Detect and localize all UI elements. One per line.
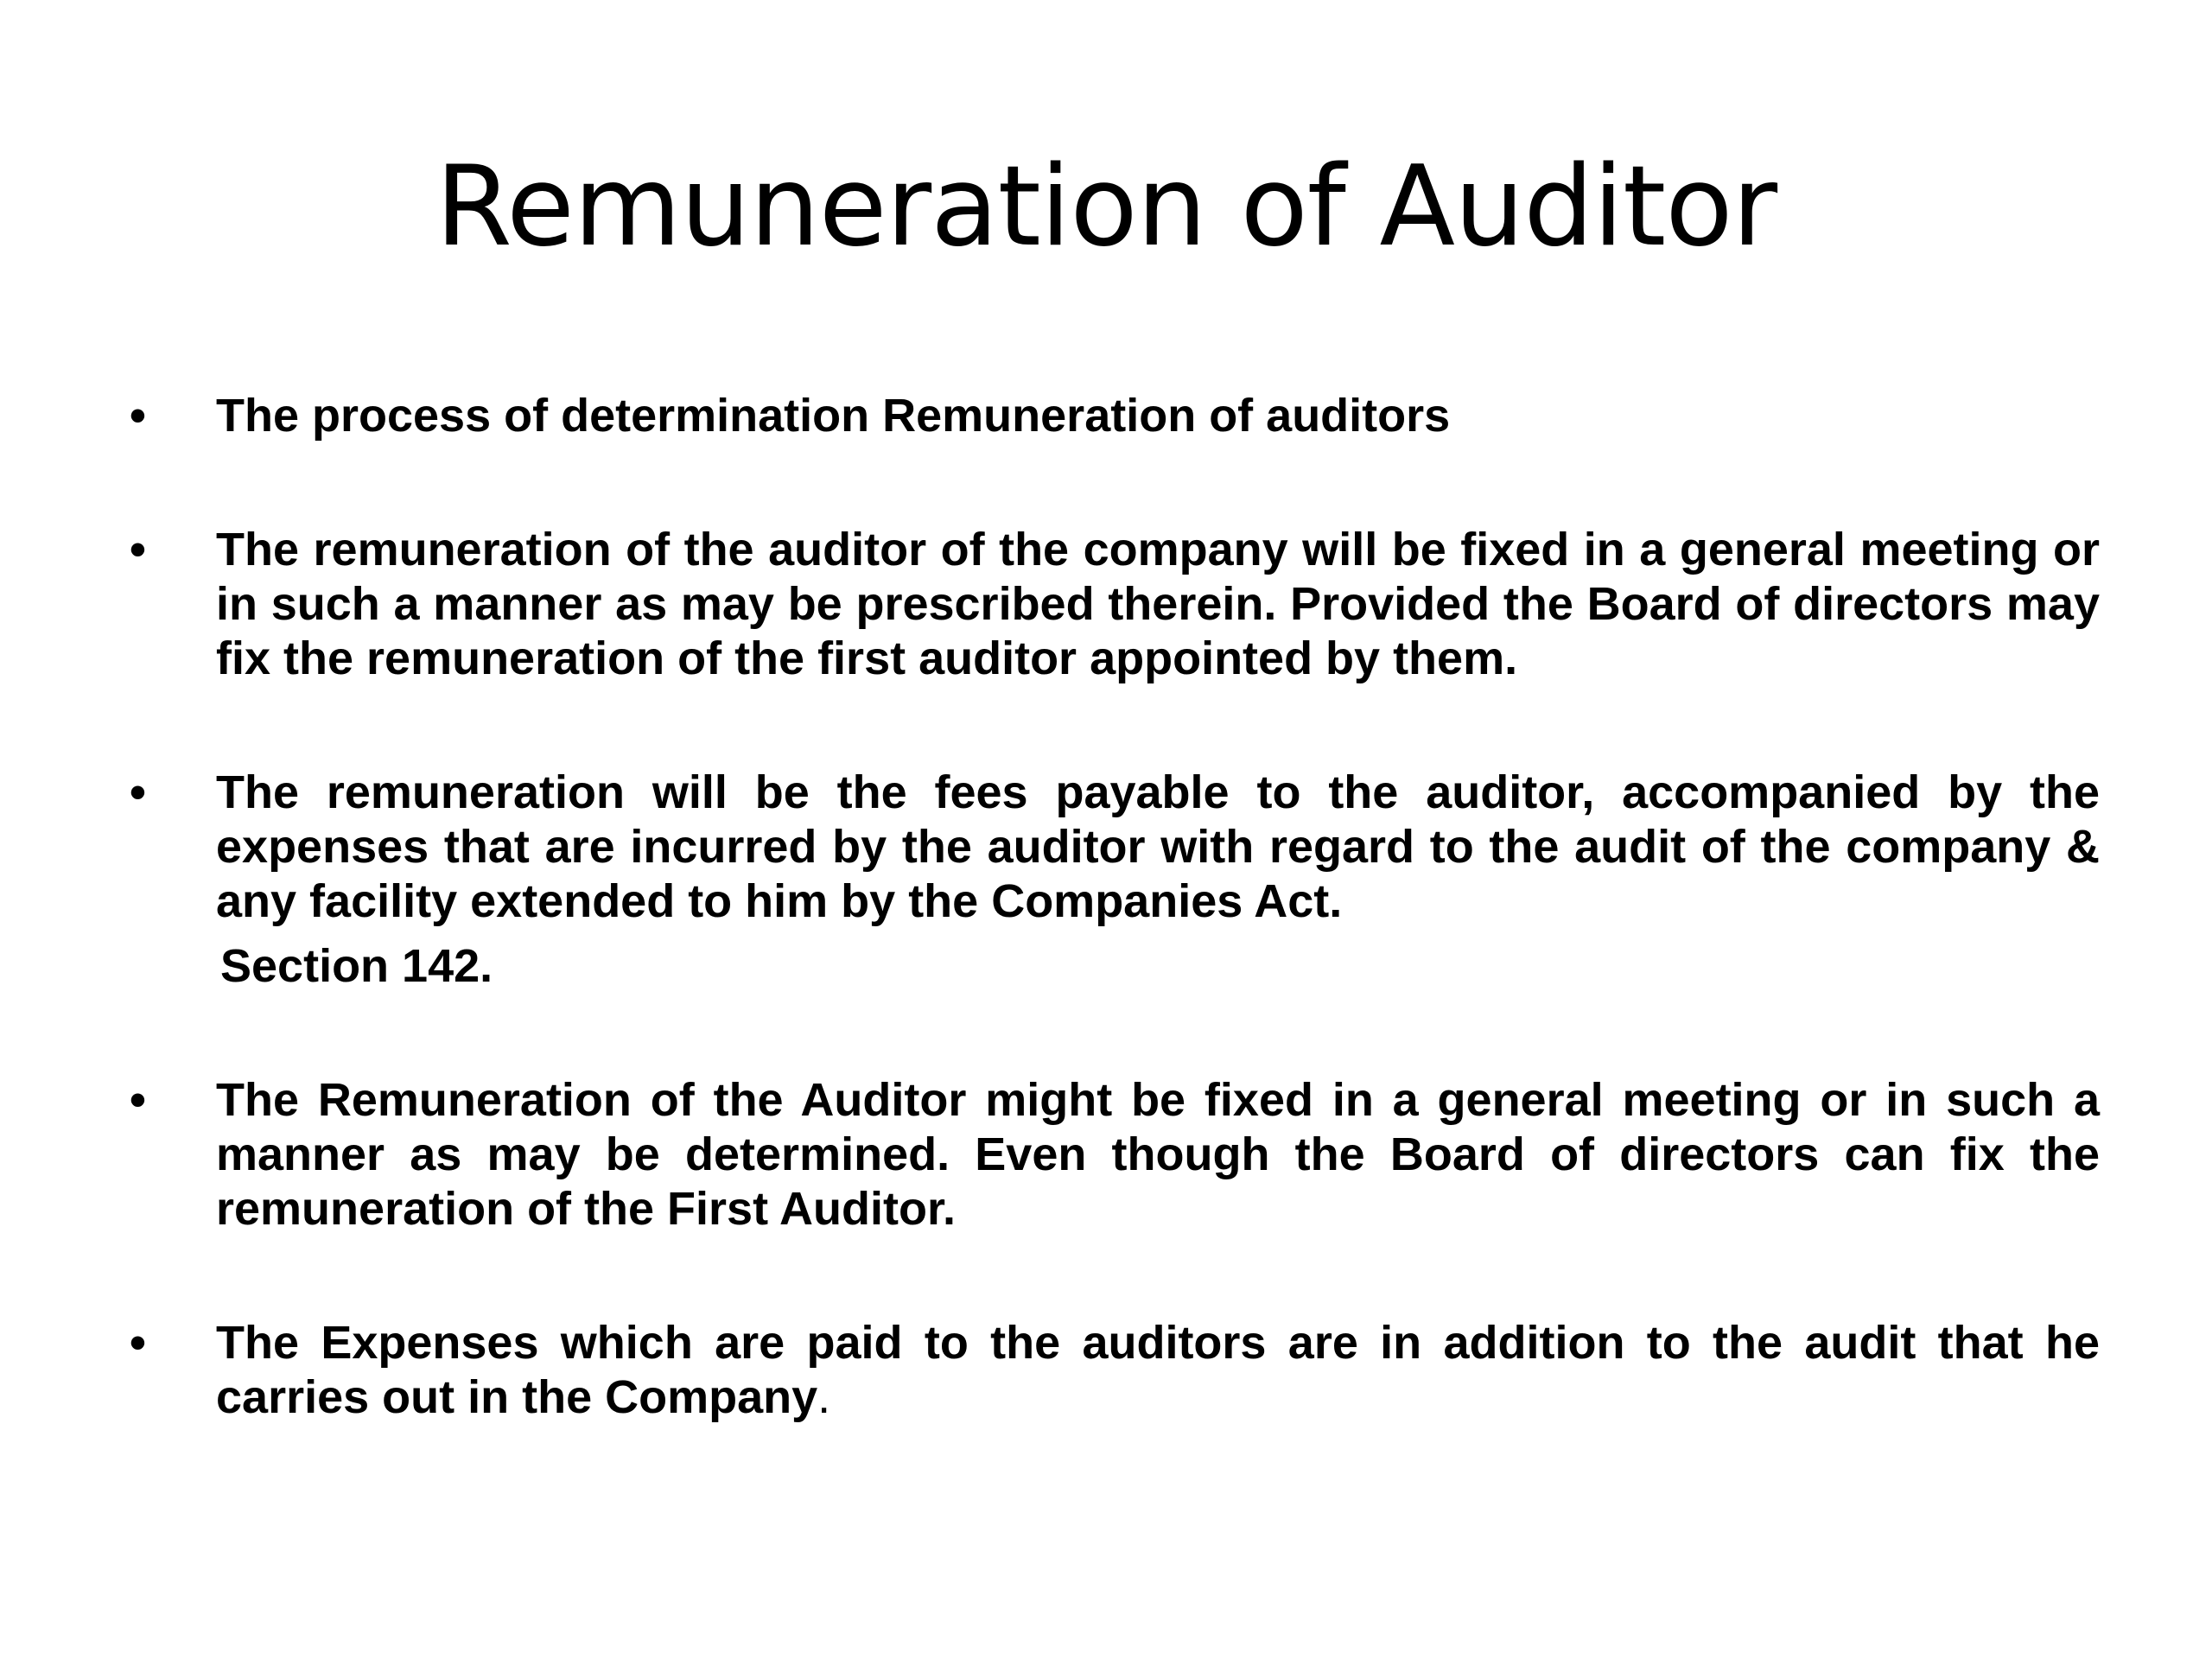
bullet-text: The remuneration of the auditor of the company will be fixed in a general meeting or in such a manner as may be prescribed therein. Provided the Board of directors may fix the remuneration of the first auditor appointed by them.	[216, 524, 2100, 684]
bullet-dot-icon: •	[130, 766, 146, 818]
section-note: Section 142.	[220, 940, 493, 992]
bullet-item	[130, 1316, 2100, 1425]
bullet-item	[130, 766, 2100, 929]
bullet-text: The Remuneration of the Auditor might be fixed in a general meeting or in such a manner as may be determined. Even though the Board of directors can fix the remuneration of the First Auditor.	[216, 1074, 2100, 1235]
bullet-dot-icon: •	[130, 1317, 146, 1369]
bullet-text-main: The Expenses which are paid to the auditors are in addition to the audit that he carries out in the Company	[216, 1317, 2100, 1423]
bullet-text: The remuneration will be the fees payable to the auditor, accompanied by the expenses that are incurred by the auditor with regard to the audit of the company & any facility extended to him by the Companies Act.	[216, 766, 2100, 927]
bullet-item	[130, 1073, 2100, 1236]
bullet-item	[130, 389, 2100, 443]
bullet-dot-icon: •	[130, 390, 146, 442]
bullet-list	[130, 389, 2100, 1504]
bullet-dot-icon: •	[130, 524, 146, 575]
bullet-item	[130, 523, 2100, 686]
bullet-dot-icon: •	[130, 1074, 146, 1126]
bullet-text	[216, 1316, 2100, 1425]
bullet-text: The process of determination Remuneration of auditors	[216, 390, 1451, 442]
slide-title: Remuneration of Auditor	[435, 143, 1777, 271]
bullet-text-trailing: .	[817, 1371, 831, 1423]
